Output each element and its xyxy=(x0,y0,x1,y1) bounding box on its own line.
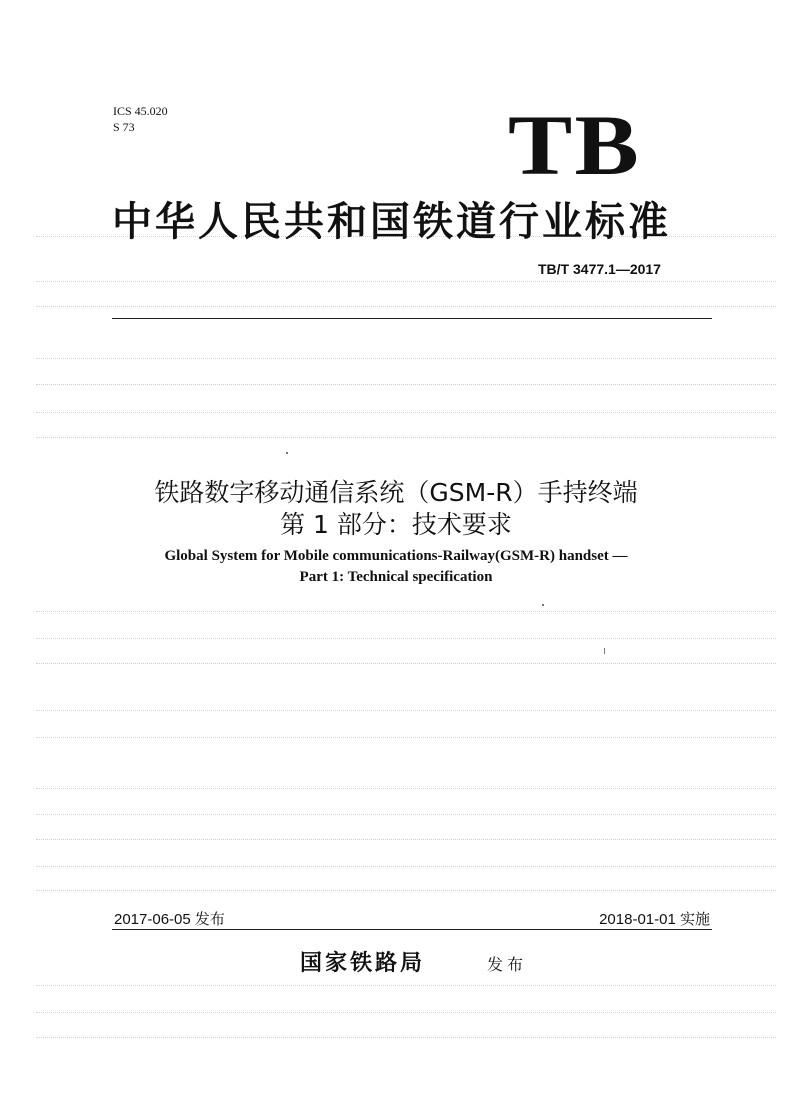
dotted-guide-line xyxy=(36,281,776,282)
scan-speck xyxy=(286,452,288,454)
document-title-cn-line1: 铁路数字移动通信系统（GSM-R）手持终端 xyxy=(154,478,638,507)
dotted-guide-line xyxy=(36,737,776,738)
dotted-guide-line xyxy=(36,710,776,711)
footer-rule xyxy=(112,929,712,930)
standard-title: 中华人民共和国铁道行业标准 xyxy=(112,198,671,245)
dotted-guide-line xyxy=(36,611,776,612)
dotted-guide-line xyxy=(36,663,776,664)
document-title-en-line1: Global System for Mobile communications-Railway(GSM-R) handset — xyxy=(164,548,628,564)
dotted-guide-line xyxy=(36,412,776,413)
scan-speck xyxy=(542,604,544,606)
dotted-guide-line xyxy=(36,384,776,385)
standard-number: TB/T 3477.1—2017 xyxy=(538,261,661,277)
dotted-guide-line xyxy=(36,1012,776,1013)
document-title-en-line2: Part 1: Technical specification xyxy=(299,569,493,585)
dotted-guide-line xyxy=(36,1037,776,1038)
issue-date: 2017-06-05 发布 xyxy=(114,911,225,928)
issuing-authority: 国家铁路局 xyxy=(300,950,426,976)
dotted-guide-line xyxy=(36,358,776,359)
header-rule xyxy=(112,318,712,319)
classification-code: S 73 xyxy=(113,120,135,134)
ics-code: ICS 45.020 xyxy=(113,104,168,118)
dotted-guide-line xyxy=(36,306,776,307)
dotted-guide-line xyxy=(36,437,776,438)
dotted-guide-line xyxy=(36,985,776,986)
document-title-cn-line2: 第 1 部分：技术要求 xyxy=(280,510,512,539)
dotted-guide-line xyxy=(36,638,776,639)
dotted-guide-line xyxy=(36,890,776,891)
dotted-guide-line xyxy=(36,788,776,789)
dotted-guide-line xyxy=(36,839,776,840)
issue-label: 发布 xyxy=(487,955,528,974)
scan-speck xyxy=(604,648,605,654)
dotted-guide-line xyxy=(36,866,776,867)
dotted-guide-line xyxy=(36,814,776,815)
tb-logo: TB xyxy=(508,97,641,193)
implementation-date: 2018-01-01 实施 xyxy=(599,911,710,928)
